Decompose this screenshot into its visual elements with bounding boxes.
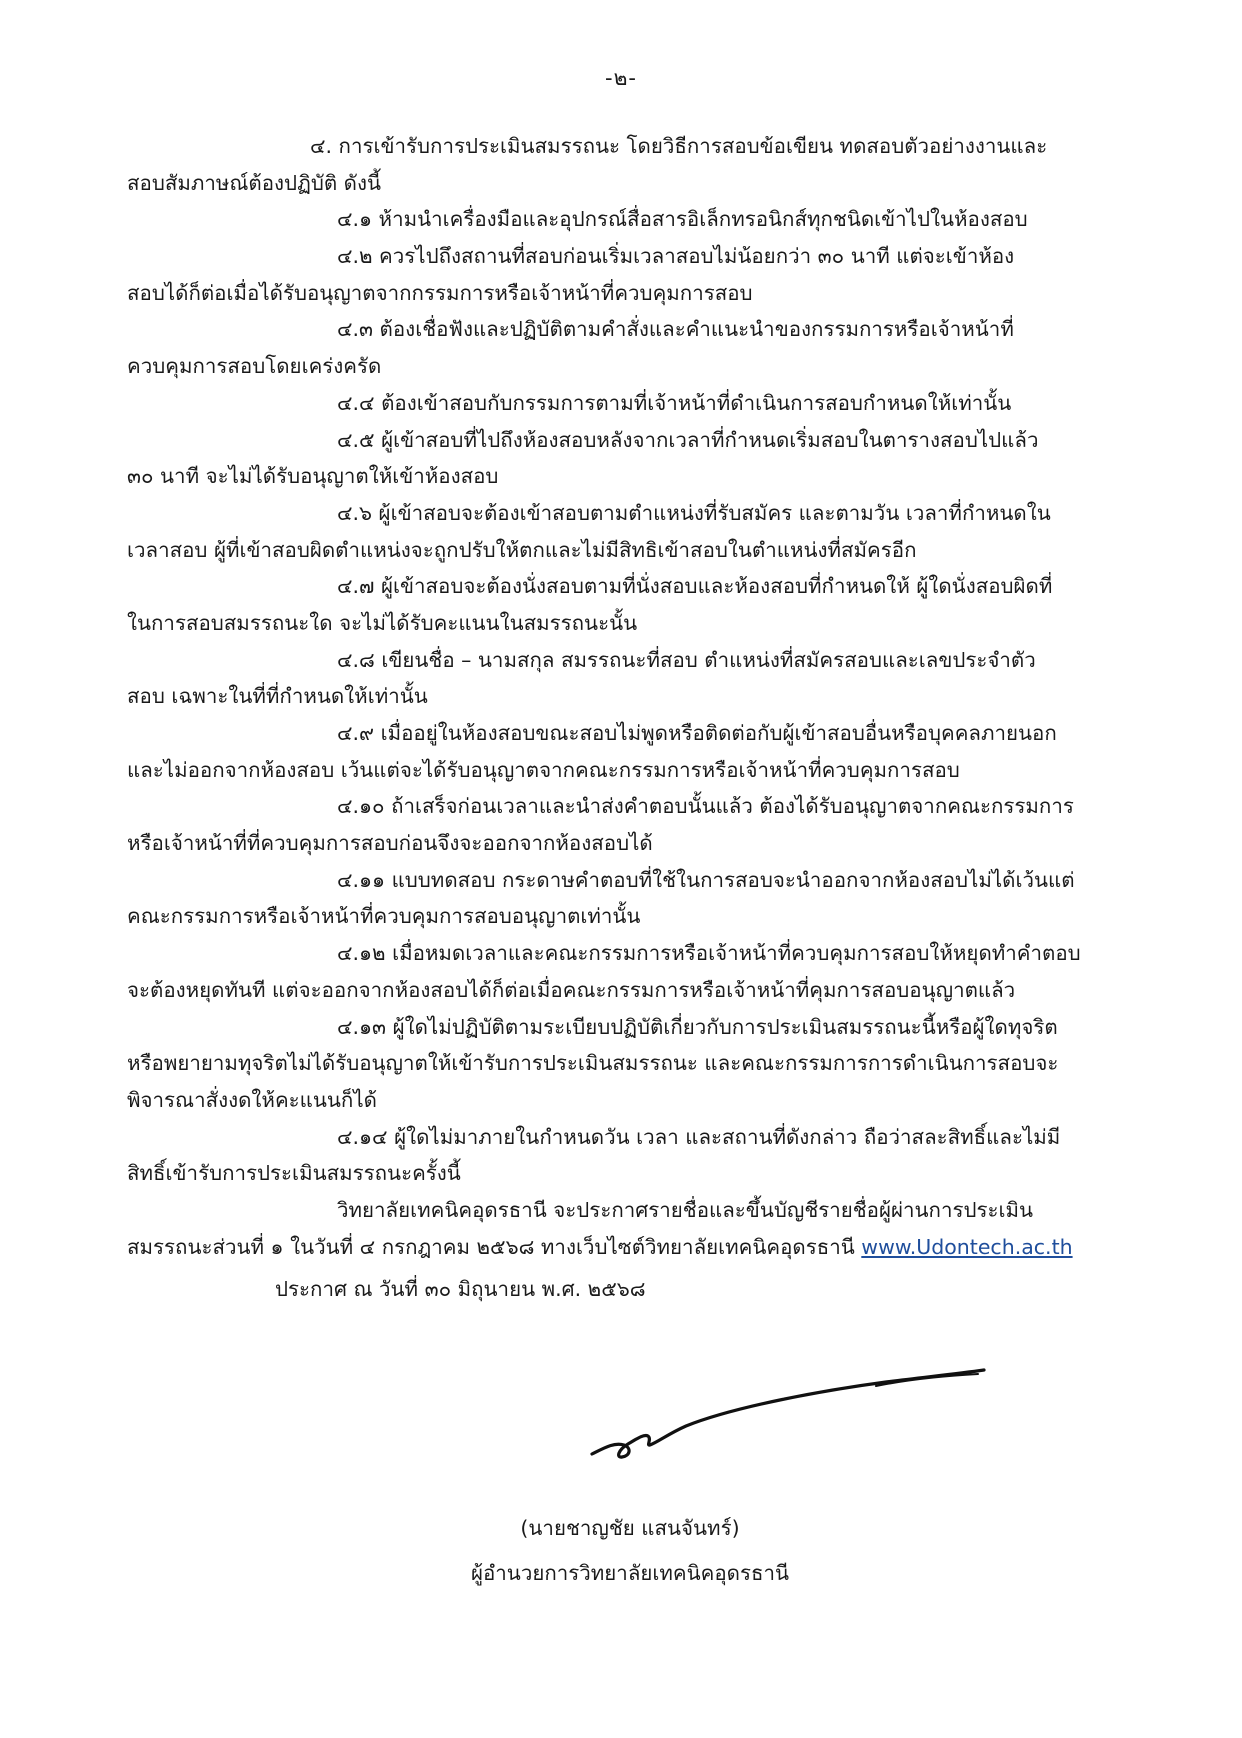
body-line: ๔.๑๔ ผู้ใดไม่มาภายในกำหนดวัน เวลา และสถานที่ดังกล่าว ถือว่าสละสิทธิ์และไม่มี: [337, 1124, 1061, 1149]
website-link[interactable]: www.Udontech.ac.th: [861, 1234, 1073, 1259]
body-line: ๔.๑๑ แบบทดสอบ กระดาษคำตอบที่ใช้ในการสอบจะนำออกจากห้องสอบไม่ได้เว้นแต่: [337, 867, 1075, 892]
body-line: หรือพยายามทุจริตไม่ได้รับอนุญาตให้เข้ารับการประเมินสมรรถนะ และคณะกรรมการการดำเนินการสอบจะ: [127, 1051, 1059, 1076]
body-line: ๓๐ นาที จะไม่ได้รับอนุญาตให้เข้าห้องสอบ: [127, 464, 499, 489]
body-line: ๔.๖ ผู้เข้าสอบจะต้องเข้าสอบตามตำแหน่งที่รับสมัคร และตามวัน เวลาที่กำหนดใน: [337, 500, 1051, 525]
body-line: วิทยาลัยเทคนิคอุดรธานี จะประกาศรายชื่อและขึ้นบัญชีรายชื่อผู้ผ่านการประเมิน: [337, 1197, 1034, 1222]
body-line: คณะกรรมการหรือเจ้าหน้าที่ควบคุมการสอบอนุญาตเท่านั้น: [127, 904, 641, 929]
body-line: สอบได้ก็ต่อเมื่อได้รับอนุญาตจากกรรมการหรือเจ้าหน้าที่ควบคุมการสอบ: [127, 280, 753, 305]
body-line: ๔.๑ ห้ามนำเครื่องมือและอุปกรณ์สื่อสารอิเล็กทรอนิกส์ทุกชนิดเข้าไปในห้องสอบ: [337, 207, 1028, 232]
body-line: เวลาสอบ ผู้ที่เข้าสอบผิดตำแหน่งจะถูกปรับให้ตกและไม่มีสิทธิเข้าสอบในตำแหน่งที่สมัครอีก: [127, 537, 917, 562]
body-line: ๔.๘ เขียนชื่อ – นามสกุล สมรรถนะที่สอบ ตำแหน่งที่สมัครสอบและเลขประจำตัว: [337, 647, 1036, 672]
body-line: พิจารณาสั่งงดให้คะแนนก็ได้: [127, 1087, 377, 1112]
announcement-date: ประกาศ ณ วันที่ ๓๐ มิถุนายน พ.ศ. ๒๕๖๘: [275, 1277, 646, 1302]
body-line: ๔.๑๒ เมื่อหมดเวลาและคณะกรรมการหรือเจ้าหน้าที่ควบคุมการสอบให้หยุดทำคำตอบ: [337, 941, 1081, 966]
final-line: [127, 1229, 1087, 1266]
body-line: ๔.๗ ผู้เข้าสอบจะต้องนั่งสอบตามที่นั่งสอบและห้องสอบที่กำหนดให้ ผู้ใดนั่งสอบผิดที่: [337, 574, 1053, 599]
body-line: สอบ เฉพาะในที่ที่กำหนดให้เท่านั้น: [127, 684, 428, 709]
body-line: สิทธิ์เข้ารับการประเมินสมรรถนะครั้งนี้: [127, 1161, 461, 1186]
body-lines: [127, 128, 1087, 1229]
signature-image: [586, 1362, 986, 1472]
signer-name: (นายชาญชัย แสนจันทร์): [520, 1516, 740, 1540]
body-line: หรือเจ้าหน้าที่ที่ควบคุมการสอบก่อนจึงจะออกจากห้องสอบได้: [127, 831, 653, 856]
final-line-text: สมรรถนะส่วนที่ ๑ ในวันที่ ๔ กรกฎาคม ๒๕๖๘ ทางเว็บไซต์วิทยาลัยเทคนิคอุดรธานี: [127, 1234, 862, 1259]
body-line: ๔. การเข้ารับการประเมินสมรรถนะ โดยวิธีการสอบข้อเขียน ทดสอบตัวอย่างงานและ: [310, 134, 1048, 158]
page-number: -๒-: [605, 66, 637, 90]
body-line: ๔.๔ ต้องเข้าสอบกับกรรมการตามที่เจ้าหน้าที่ดำเนินการสอบกำหนดให้เท่านั้น: [337, 390, 1012, 415]
body-line: ๔.๒ ควรไปถึงสถานที่สอบก่อนเริ่มเวลาสอบไม่น้อยกว่า ๓๐ นาที แต่จะเข้าห้อง: [337, 244, 1015, 269]
body-line: ๔.๙ เมื่ออยู่ในห้องสอบขณะสอบไม่พูดหรือติดต่อกับผู้เข้าสอบอื่นหรือบุคคลภายนอก: [337, 721, 1057, 745]
body-line: ๔.๑๐ ถ้าเสร็จก่อนเวลาและนำส่งคำตอบนั้นแล้ว ต้องได้รับอนุญาตจากคณะกรรมการ: [337, 794, 1074, 819]
body-line: ๔.๑๓ ผู้ใดไม่ปฏิบัติตามระเบียบปฏิบัติเกี่ยวกับการประเมินสมรรถนะนี้หรือผู้ใดทุจริต: [337, 1014, 1058, 1039]
body-line: สอบสัมภาษณ์ต้องปฏิบัติ ดังนี้: [127, 170, 382, 195]
body-line: จะต้องหยุดทันที แต่จะออกจากห้องสอบได้ก็ต่อเมื่อคณะกรรมการหรือเจ้าหน้าที่คุมการสอบอนุญาตแล้ว: [127, 977, 1016, 1002]
body-line: ควบคุมการสอบโดยเคร่งครัด: [127, 354, 382, 379]
body-line: ในการสอบสมรรถนะใด จะไม่ได้รับคะแนนในสมรรถนะนั้น: [127, 610, 638, 635]
signer-title: ผู้อำนวยการวิทยาลัยเทคนิคอุดรธานี: [470, 1561, 790, 1585]
body-line: ๔.๓ ต้องเชื่อฟังและปฏิบัติตามคำสั่งและคำแนะนำของกรรมการหรือเจ้าหน้าที่: [337, 317, 1014, 342]
body-line: และไม่ออกจากห้องสอบ เว้นแต่จะได้รับอนุญาตจากคณะกรรมการหรือเจ้าหน้าที่ควบคุมการสอบ: [127, 757, 960, 782]
document-body: [127, 128, 1087, 1308]
body-line: ๔.๕ ผู้เข้าสอบที่ไปถึงห้องสอบหลังจากเวลาที่กำหนดเริ่มสอบในตารางสอบไปแล้ว: [337, 427, 1039, 452]
